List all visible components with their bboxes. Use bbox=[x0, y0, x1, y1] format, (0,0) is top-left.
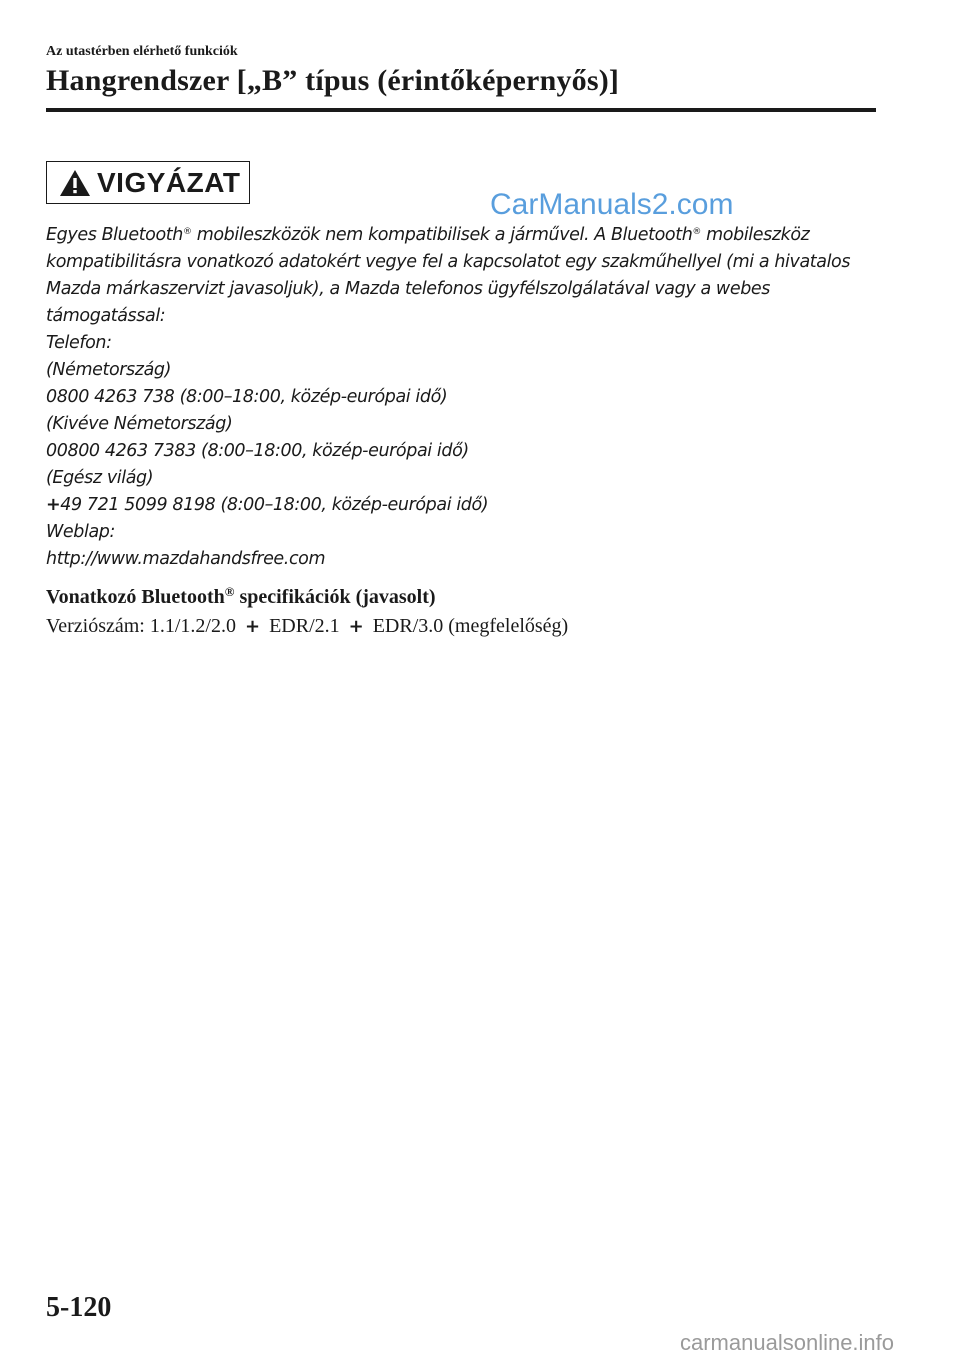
intro-text-2: mobileszközök nem kompatibilisek a járművel. A Bluetooth bbox=[191, 225, 693, 245]
watermark: CarManuals2.com bbox=[490, 188, 734, 221]
region-except-germany: (Kivéve Németország) bbox=[46, 414, 233, 434]
web-label: Weblap: bbox=[46, 522, 115, 542]
caution-banner bbox=[46, 161, 250, 204]
page-number: 5-120 bbox=[46, 1292, 112, 1323]
registered-mark: ® bbox=[692, 227, 701, 237]
plus-icon: + bbox=[244, 616, 261, 637]
phone-world bbox=[46, 492, 866, 519]
phone-except-germany: 00800 4263 7383 (8:00–18:00, közép-európai idő) bbox=[46, 441, 469, 461]
version-prefix: Verziószám: 1.1/1.2/2.0 bbox=[46, 615, 236, 637]
region-world: (Egész világ) bbox=[46, 468, 154, 488]
phone-germany: 0800 4263 738 (8:00–18:00, közép-európai idő) bbox=[46, 387, 448, 407]
spec-heading-text-1: Vonatkozó Bluetooth bbox=[46, 586, 225, 608]
caution-intro bbox=[46, 222, 866, 330]
plus-icon: + bbox=[46, 495, 61, 515]
version-mid: EDR/2.1 bbox=[269, 615, 340, 637]
footer-url: carmanualsonline.info bbox=[680, 1330, 895, 1355]
phone-world-number: 49 721 5099 8198 (8:00–18:00, közép-európai idő) bbox=[60, 495, 489, 515]
spec-heading-text-2: specifikációk (javasolt) bbox=[234, 586, 436, 608]
warning-triangle-icon bbox=[59, 169, 91, 197]
caution-label: VIGYÁZAT bbox=[97, 166, 241, 198]
title-divider bbox=[46, 108, 876, 112]
intro-text-1: Egyes Bluetooth bbox=[46, 225, 183, 245]
spec-heading bbox=[46, 586, 436, 609]
intro-text-3: mobileszköz kompatibilitásra vonatkozó adatokért vegye fel a kapcsolatot egy szakműhellyel (mi a hivatalos Mazda márkaszervizt javasoljuk), a Mazda telefonos ügyfélszolgálatával vagy a webes támogatással: bbox=[46, 225, 851, 326]
registered-mark: ® bbox=[224, 584, 235, 599]
page-title: Hangrendszer [„B” típus (érintőképernyős)] bbox=[46, 64, 620, 97]
spec-version bbox=[46, 615, 568, 638]
phone-label: Telefon: bbox=[46, 333, 112, 353]
plus-icon: + bbox=[348, 616, 364, 637]
caution-body bbox=[46, 222, 866, 573]
section-label: Az utastérben elérhető funkciók bbox=[46, 44, 238, 59]
web-url: http://www.mazdahandsfree.com bbox=[46, 549, 326, 569]
version-end: EDR/3.0 (megfelelőség) bbox=[372, 615, 569, 637]
region-germany: (Németország) bbox=[46, 360, 172, 380]
registered-mark: ® bbox=[182, 227, 192, 237]
